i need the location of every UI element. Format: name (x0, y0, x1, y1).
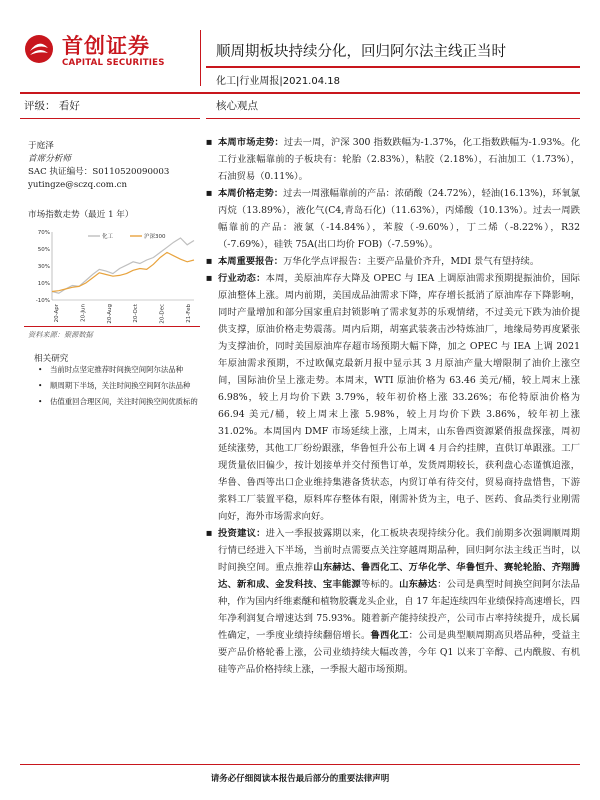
y-tick-label: -10% (35, 298, 50, 304)
para-label: 本周价格走势： (218, 188, 284, 199)
price-trend-paragraph (206, 185, 580, 253)
para-text: 等标的。 (360, 579, 400, 590)
section-title: 核心观点 (216, 100, 258, 112)
rating-label: 评级： 看好 (24, 100, 80, 112)
logo-english-text: CAPITAL SECURITIES (62, 58, 165, 68)
para-label: 投资建议： (218, 528, 266, 539)
para-text: ：公司是典型时间换空间阿尔法品种，作为国内纤维素醚和植物胶囊龙头企业，自 17 年起连续四年业绩保持高速增长，四年净利润复合增速达到 75.93%。随着新产能持续投产，公司市占率持续提升，成长属性确定，一季度业绩持续翻倍增长。 (218, 579, 580, 641)
logo-chinese-text: 首创证券 (62, 34, 150, 58)
footer-rule (20, 764, 580, 765)
related-item[interactable]: • 当前时点坚定推荐时间换空间阿尔法品种 (28, 364, 203, 376)
investment-advice-paragraph (206, 525, 580, 678)
analyst-email[interactable]: yutingze@sczq.com.cn (28, 180, 128, 190)
market-index-chart (28, 226, 198, 326)
y-tick-label: 50% (37, 247, 50, 253)
para-label: 行业动态： (218, 273, 266, 284)
legal-notice: 请务必仔细阅读本报告最后部分的重要法律声明 (210, 774, 390, 784)
logo-mark-icon (24, 34, 54, 64)
left-col-rule (20, 118, 200, 119)
x-tick-label: 20-Dec (159, 304, 166, 324)
para-text: ：公司是典型顺周期高贝塔品种，受益主要产品价格轮番上涨，公司业绩持续大幅改善，今年 Q1 以来丁辛醇、己内酰胺、有机硅等产品价格持续上涨，一季报大超市场预期。 (218, 630, 580, 675)
related-title: 相关研究 (34, 354, 69, 364)
header-rule (20, 92, 580, 94)
market-trend-paragraph (206, 134, 580, 185)
legend-label: 沪深300 (144, 234, 166, 240)
chart-rule (24, 326, 200, 327)
para-text: 进入一季报披露期以来，化工板块表现持续分化。我们前期多次强调顺周期行情已经进入下半场，当前时点需要点关注穿越周期品种，回归阿尔法主线正当时，以时间换空间。重点推荐 (218, 528, 580, 573)
related-item[interactable]: • 顺周期下半场，关注时间换空间阿尔法品种 (28, 380, 203, 392)
report-subtitle: 化工|行业周报|2021.04.18 (216, 76, 340, 87)
related-item[interactable]: • 估值重回合理区间，关注时间换空间优质标的 (28, 396, 203, 408)
stock-name: 山东赫达 (399, 579, 438, 590)
legend-label: 化工 (102, 234, 114, 240)
title-rule (206, 66, 580, 68)
analyst-role: 首席分析师 (28, 154, 71, 164)
related-list (28, 364, 203, 412)
para-label: 本周市场走势： (218, 137, 284, 148)
report-title: 顺周期板块持续分化，回归阿尔法主线正当时 (216, 44, 506, 60)
x-tick-label: 20-Jun (80, 304, 87, 322)
header-divider (200, 30, 201, 86)
para-label: 本周重要报告： (218, 256, 284, 267)
para-text: 本周，美原油库存大降及 OPEC 与 IEA 上调原油需求预期提振油价，国际原油整体上涨。周内前期，美国成品油需求下降，库存增长抵消了原油库存下降影响，同时产量增加和部分国家重启封锁影响了需求复苏的乐观情绪，不过美元下跌为油价提供支撑，原油价格走势震荡。周内后期，胡塞武装袭击沙特炼油厂，地缘局势再度紧张为支撑油价，同时美国原油库存超市场预期大幅下降，加之 OPEC 与 IEA 上调 2021 年原油需求预期，不过欧佩克最新月报中显示其 3 月原油产量大增限制了油价上涨空间，国际油价呈上涨走势。本周末，WTI 原油价格为 63.46 美元/桶，较上周末上涨 6.98%，较上月均价下跌 3.79%，较年初价格上涨 33.26%；布伦特原油价格为 66.94 美元/桶，较上周末上涨 5.98%，较上月均价下跌 3.86%，较年初上涨 31.02%。本周国内 DMF 市场延续上涨，上周末，山东鲁西资源紧俏报盘探涨，周初延续涨势，其他工厂纷纷跟涨，华鲁恒升公布上调 4 月合约挂牌，直供订单跟涨。工厂现货量依旧偏少，按计划接单并交付预售订单，发货周期较长，获利盘心态谨慎追涨，华鲁、鲁西等出口企业维持集港备货状态，内贸订单有待交付，贸易商持盘惜售，下游浆料工厂装置平稳，原料库存整体有限，刚需补货为主，电子、医药、食品类行业刚需向好，海外市场需求向好。 (218, 273, 580, 522)
x-tick-label: 21-Feb (186, 304, 192, 323)
recommended-stocks: 山东赫达、鲁西化工、万华化学、华鲁恒升、赛轮轮胎、齐翔腾达、新和成、金发科技、宝丰能源 (218, 562, 580, 590)
industry-news-paragraph (206, 270, 580, 525)
analyst-info (28, 140, 208, 192)
right-col-rule (206, 118, 580, 119)
y-tick-label: 70% (37, 230, 50, 236)
stock-name: 鲁西化工 (370, 630, 409, 641)
x-tick-label: 20-Aug (106, 304, 113, 324)
chart-source: 资料来源：聚源数据 (28, 330, 93, 339)
para-text: 过去一周，沪深 300 指数跌幅为-1.37%，化工指数跌幅为-1.93%。化工行业涨幅靠前的子板块有：轮胎（2.83%），粘胶（2.18%），石油加工（1.73%），石油贸易（0.11%）。 (218, 137, 580, 182)
company-logo (24, 30, 196, 72)
para-text: 过去一周涨幅靠前的产品：浓硝酸（24.72%），轻油(16.13%)，环氧氯丙烷（13.89%），液化气(C4,青岛石化)（11.63%），丙烯酸（10.13%）。过去一周跌幅靠前的产品：液氯（-14.84%），苯胺（-9.60%），丁二烯（-8.22%），R32（-7.69%），硅铁 75A(出口均价 FOB)（-7.59%）。 (218, 188, 580, 250)
core-views (206, 134, 580, 678)
chart-title: 市场指数走势（最近 1 年） (28, 210, 134, 220)
analyst-name: 于庭泽 (28, 141, 54, 151)
y-tick-label: 10% (37, 281, 50, 287)
key-report-paragraph (206, 253, 580, 270)
x-tick-label: 20-Oct (133, 304, 140, 323)
x-tick-label: 20-Apr (54, 304, 60, 323)
para-text: 万华化学点评报告：主要产品量价齐升，MDI 景气有望持续。 (283, 256, 540, 267)
y-tick-label: 30% (37, 264, 50, 270)
analyst-sac: SAC 执证编号：S0110520090003 (28, 167, 170, 177)
series-line-化工 (52, 238, 194, 293)
